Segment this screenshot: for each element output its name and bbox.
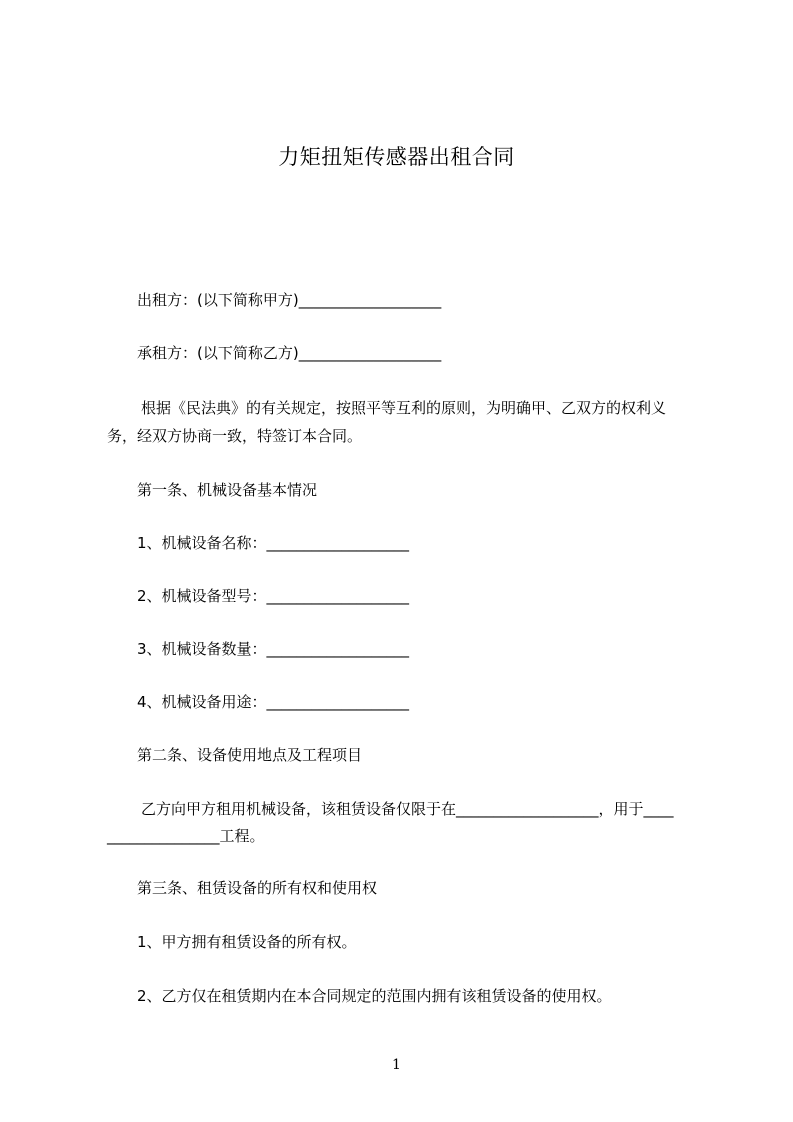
article-2-heading: 第二条、设备使用地点及工程项目 bbox=[137, 746, 363, 764]
article-3-heading: 第三条、租赁设备的所有权和使用权 bbox=[137, 879, 378, 897]
equipment-usage-line: 4、机械设备用途：___________________ bbox=[137, 693, 410, 711]
article-1-heading: 第一条、机械设备基本情况 bbox=[137, 481, 318, 499]
equipment-name-line: 1、机械设备名称：___________________ bbox=[137, 534, 410, 552]
preamble-line-1: 根据《民法典》的有关规定，按照平等互利的原则，为明确甲、乙双方的权利义 bbox=[141, 399, 667, 417]
article-2-line-2: _______________工程。 bbox=[107, 827, 265, 845]
lessee-line: 承租方：(以下简称乙方)___________________ bbox=[137, 344, 442, 362]
page-number: 1 bbox=[392, 1057, 401, 1073]
equipment-model-line: 2、机械设备型号：___________________ bbox=[137, 587, 410, 605]
lessor-line: 出租方：(以下简称甲方)___________________ bbox=[137, 291, 442, 309]
usage-right-line: 2、乙方仅在租赁期内在本合同规定的范围内拥有该租赁设备的使用权。 bbox=[137, 987, 612, 1005]
document-title: 力矩扭矩传感器出租合同 bbox=[278, 145, 515, 169]
article-2-line-1: 乙方向甲方租用机械设备，该租赁设备仅限于在___________________，用于____ bbox=[141, 800, 674, 818]
ownership-line: 1、甲方拥有租赁设备的所有权。 bbox=[137, 933, 357, 951]
equipment-quantity-line: 3、机械设备数量：___________________ bbox=[137, 640, 410, 658]
preamble-line-2: 务，经双方协商一致，特签订本合同。 bbox=[107, 427, 363, 445]
